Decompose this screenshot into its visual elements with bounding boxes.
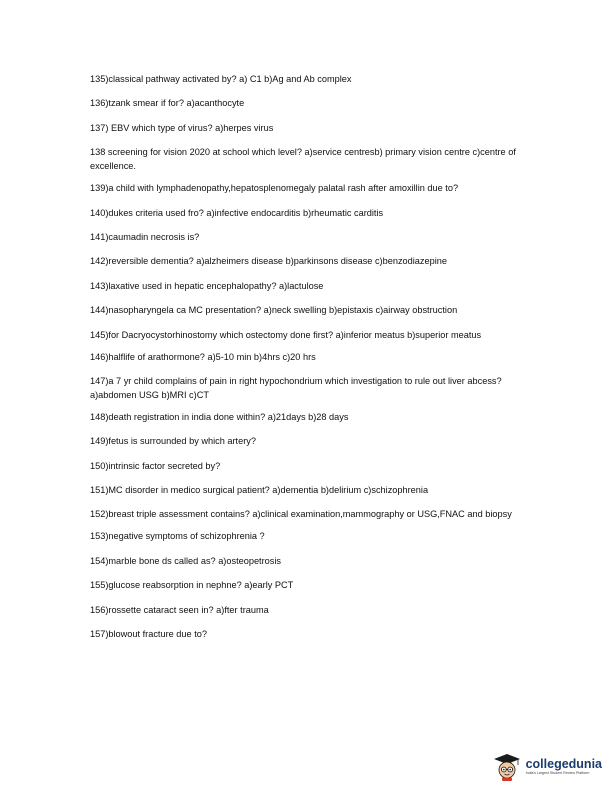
question-146: 146)halflife of arathormone? a)5-10 min b)4hrs c)20 hrs xyxy=(90,351,316,362)
question-157: 157)blowout fracture due to? xyxy=(90,629,207,640)
question-138: 138 screening for vision 2020 at school which level? a)service centresb) primary vision centre c)centre of excellence. xyxy=(90,147,516,172)
question-135: 135)classical pathway activated by? a) C1 b)Ag and Ab complex xyxy=(90,74,352,84)
question-136: 136)tzank smear if for? a)acanthocyte xyxy=(90,98,245,109)
question-list xyxy=(90,72,520,651)
question-140: 140)dukes criteria used fro? a)infective endocarditis b)rheumatic carditis xyxy=(90,207,384,218)
question-147: 147)a 7 yr child complains of pain in right hypochondrium which investigation to rule out liver abcess? a)abdomen USG b)MRI c)CT xyxy=(90,375,502,400)
logo-tagline: India's Largest Student Review Platform xyxy=(525,771,590,775)
collegedunia-logo xyxy=(492,752,602,782)
question-149: 149)fetus is surrounded by which artery? xyxy=(90,436,256,447)
question-154: 154)marble bone ds called as? a)osteopetrosis xyxy=(90,555,282,566)
question-143: 143)laxative used in hepatic encephalopathy? a)lactulose xyxy=(90,280,324,291)
question-153: 153)negative symptoms of schizophrenia ? xyxy=(90,531,265,542)
logo-wordmark: collegedunia xyxy=(525,757,602,771)
question-137: 137) EBV which type of virus? a)herpes virus xyxy=(90,122,274,133)
question-152: 152)breast triple assessment contains? a)clinical examination,mammography or USG,FNAC and biopsy xyxy=(90,509,512,520)
question-148: 148)death registration in india done within? a)21days b)28 days xyxy=(90,411,349,422)
question-141: 141)caumadin necrosis is? xyxy=(90,231,200,242)
question-155: 155)glucose reabsorption in nephne? a)early PCT xyxy=(90,580,294,591)
student-mascot-icon xyxy=(492,752,522,782)
question-156: 156)rossette cataract seen in? a)fter trauma xyxy=(90,604,269,615)
question-151: 151)MC disorder in medico surgical patient? a)dementia b)delirium c)schizophrenia xyxy=(90,485,429,496)
question-150: 150)intrinsic factor secreted by? xyxy=(90,460,221,471)
question-142: 142)reversible dementia? a)alzheimers disease b)parkinsons disease c)benzodiazepine xyxy=(90,256,447,267)
question-144: 144)nasopharyngela ca MC presentation? a)neck swelling b)epistaxis c)airway obstruction xyxy=(90,305,458,316)
question-139: 139)a child with lymphadenopathy,hepatosplenomegaly palatal rash after amoxillin due to? xyxy=(90,183,459,194)
question-145: 145)for Dacryocystorhinostomy which ostectomy done first? a)inferior meatus b)superior meatus xyxy=(90,329,482,340)
